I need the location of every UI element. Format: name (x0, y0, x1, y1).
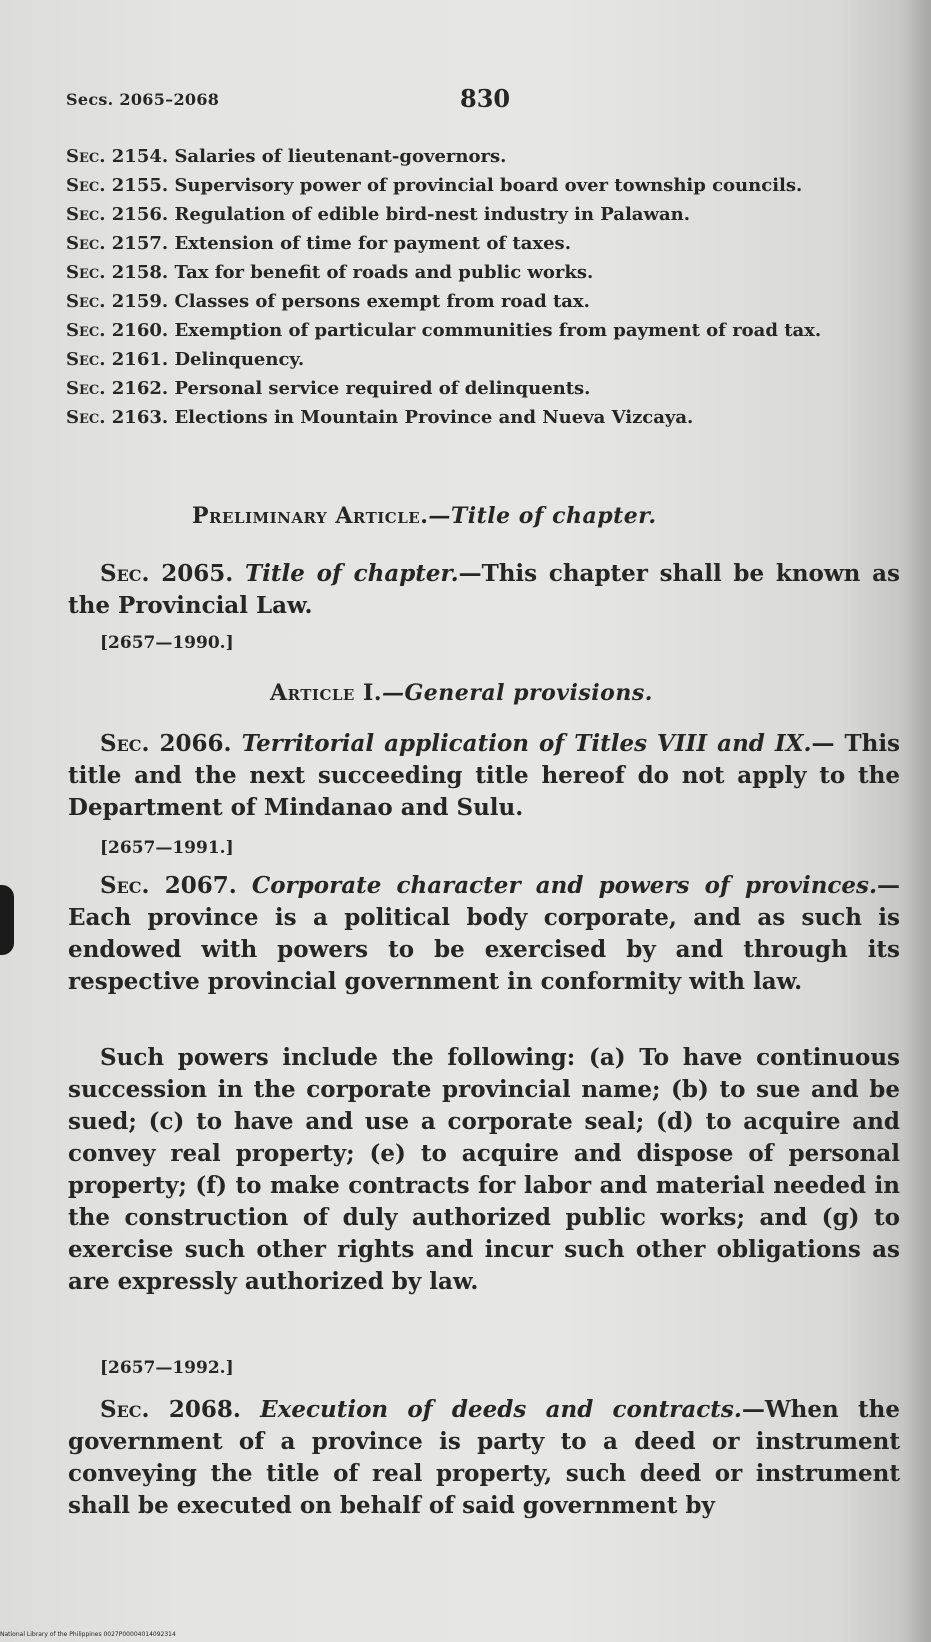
toc-entry: Sec. 2157. Extension of time for payment of taxes. (66, 233, 571, 254)
page-number: 830 (460, 84, 511, 113)
toc-entry: Sec. 2156. Regulation of edible bird-nest industry in Palawan. (66, 204, 690, 225)
page-edge-shadow (903, 0, 931, 1642)
toc-entry: Sec. 2158. Tax for benefit of roads and public works. (66, 262, 594, 283)
toc-entry: Sec. 2154. Salaries of lieutenant-governors. (66, 146, 507, 167)
binding-smudge (0, 885, 14, 955)
toc-entry: Sec. 2162. Personal service required of delinquents. (66, 378, 591, 399)
section-list (66, 142, 906, 432)
toc-entry: Sec. 2163. Elections in Mountain Province and Nueva Vizcaya. (66, 407, 694, 428)
toc-entry: Sec. 2160. Exemption of particular communities from payment of road tax. (66, 320, 822, 341)
legislative-reference: [2657—1992.] (100, 1358, 234, 1378)
legislative-reference: [2657—1990.] (100, 633, 234, 653)
section-2065: Sec. 2065. Title of chapter.—This chapter shall be known as the Provincial Law. (68, 560, 900, 619)
section-2067-powers: Such powers include the following: (a) To have continuous succession in the corporate provincial name; (b) to sue and be sued; (c) to have and use a corporate seal; (d) to acquire and convey real property; (e) to acquire and dispose of personal property; (f) to make contracts for labor and material needed in the construction of duly authorized public works; and (g) to exercise such other rights and incur such other obligations as are expressly authorized by law. (68, 1044, 900, 1295)
toc-entry: Sec. 2159. Classes of persons exempt from road tax. (66, 291, 590, 312)
article-1-heading: Article I.—General provisions. (270, 680, 653, 706)
preliminary-article-heading: Preliminary Article.—Title of chapter. (192, 503, 657, 529)
toc-entry: Sec. 2155. Supervisory power of provincial board over township councils. (66, 175, 803, 196)
scan-footer: National Library of the Philippines 0027P00004014092314 (0, 1631, 176, 1638)
section-2068: Sec. 2068. Execution of deeds and contracts.—When the government of a province is party to a deed or instrument conveying the title of real property, such deed or instrument shall be executed on behalf of said government by (68, 1396, 900, 1519)
running-header: Secs. 2065–2068 (66, 90, 220, 109)
toc-entry: Sec. 2161. Delinquency. (66, 349, 305, 370)
section-2067: Sec. 2067. Corporate character and powers of provinces.—Each province is a political body corporate, and as such is endowed with powers to be exercised by and through its respective provincial government in conformity with law. (68, 872, 901, 995)
section-2066: Sec. 2066. Territorial application of Titles VIII and IX.— This title and the next succeeding title hereof do not apply to the Department of Mindanao and Sulu. (68, 730, 901, 821)
legislative-reference: [2657—1991.] (100, 838, 234, 858)
